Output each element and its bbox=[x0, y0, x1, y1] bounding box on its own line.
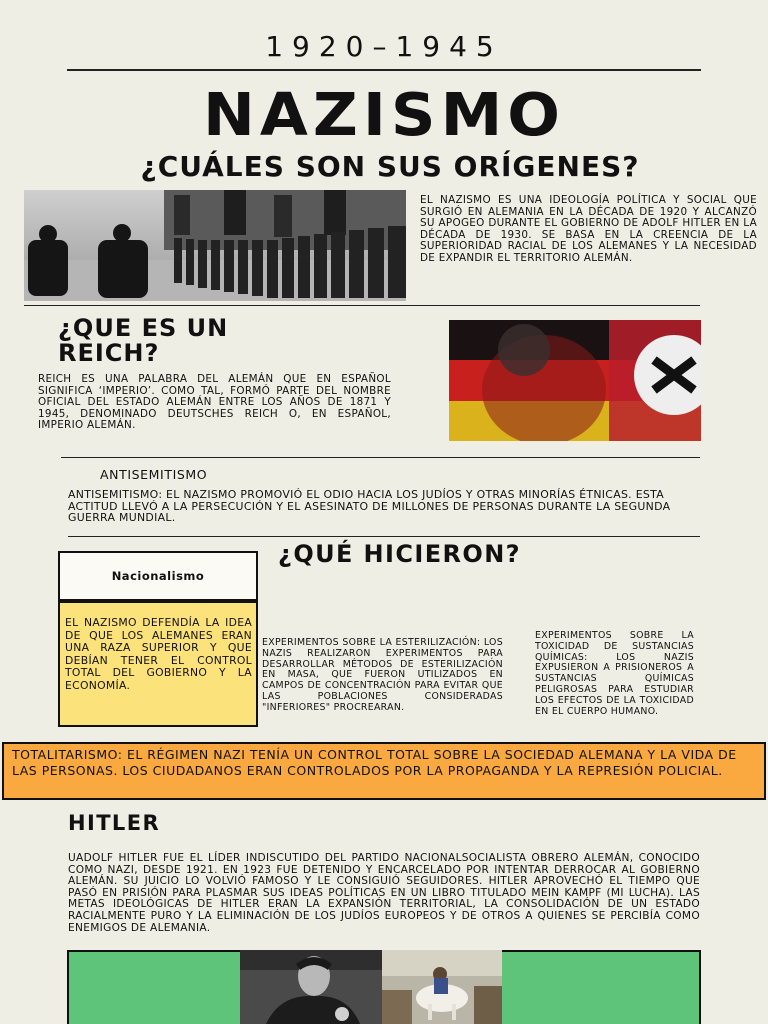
hicieron-col1-text: EXPERIMENTOS SOBRE LA ESTERILIZACIÓN: LOS NAZIS REALIZARON EXPERIMENTOS PARA DESARROLLAR MÉTODOS DE ESTERILIZACIÓN EN MASA, QUE FUERON UTILIZADOS EN CAMPOS DE CONCENTRACIÓN PARA EVITAR QUE LAS POBLACIONES CONSIDERADAS "INFERIORES" PROCREARAN. bbox=[262, 637, 503, 713]
origins-heading: ¿CUÁLES SON SUS ORÍGENES? bbox=[140, 150, 640, 183]
years-heading: 1920–1945 bbox=[265, 30, 503, 63]
divider bbox=[68, 536, 700, 537]
reich-text: REICH ES UNA PALABRA DEL ALEMÁN QUE EN ESPAÑOL SIGNIFICA ‘IMPERIO’. COMO TAL, FORMÓ PARTE DEL NOMBRE OFICIAL DEL ESTADO ALEMÁN ENTRE LOS AÑOS DE 1871 Y 1945, DENOMINADO DEUTSCHES REICH O, EN ESPAÑOL, IMPERIO ALEMÁN. bbox=[38, 373, 391, 432]
battle-painting bbox=[382, 950, 502, 1024]
antisemitismo-heading: ANTISEMITISMO bbox=[100, 467, 208, 482]
divider bbox=[67, 69, 701, 71]
totalitarismo-text: TOTALITARISMO: EL RÉGIMEN NAZI TENÍA UN CONTROL TOTAL SOBRE LA SOCIEDAD ALEMANA Y LA VIDA DE LAS PERSONAS. LOS CIUDADANOS ERAN CONTROLADOS POR LA PROPAGANDA Y LA REPRESIÓN POLICIAL. bbox=[12, 747, 737, 778]
hitler-heading: HITLER bbox=[68, 811, 161, 835]
flag-photo bbox=[449, 320, 701, 441]
nacionalismo-text: EL NAZISMO DEFENDÍA LA IDEA DE QUE LOS ALEMANES ERAN UNA RAZA SUPERIOR Y QUE DEBÍAN TENER EL CONTROL TOTAL DEL GOBIERNO Y LA ECONOMÍA. bbox=[65, 616, 252, 692]
divider bbox=[61, 457, 700, 458]
nacionalismo-heading: Nacionalismo bbox=[58, 551, 258, 601]
hicieron-heading: ¿QUÉ HICIERON? bbox=[278, 540, 522, 568]
hitler-portrait bbox=[240, 950, 382, 1024]
origins-text: EL NAZISMO ES UNA IDEOLOGÍA POLÍTICA Y SOCIAL QUE SURGIÓ EN ALEMANIA EN LA DÉCADA DE 1920 Y ALCANZÓ SU APOGEO DURANTE EL GOBIERNO DE ADOLF HITLER EN LA DÉCADA DE 1930. SE BASA EN LA CREENCIA DE LA SUPERIORIDAD RACIAL DE LOS ALEMANES Y LA NECESIDAD DE EXPANDIR EL TERRITORIO ALEMÁN. bbox=[420, 194, 757, 264]
hicieron-col2-text: EXPERIMENTOS SOBRE LA TOXICIDAD DE SUSTANCIAS QUÍMICAS: LOS NAZIS EXPUSIERON A PRISIONEROS A SUSTANCIAS QUÍMICAS PELIGROSAS PARA ESTUDIAR LOS EFECTOS DE LA TOXICIDAD EN EL CUERPO HUMANO. bbox=[535, 630, 694, 717]
reich-heading-line1: ¿QUE ES UN bbox=[58, 314, 229, 342]
parade-photo bbox=[24, 190, 406, 301]
divider bbox=[24, 305, 700, 306]
page-title: NAZISMO bbox=[203, 79, 565, 150]
nacionalismo-box bbox=[58, 601, 258, 727]
reich-heading bbox=[58, 316, 298, 366]
reich-heading-line2: REICH? bbox=[58, 339, 160, 367]
antisemitismo-text: ANTISEMITISMO: EL NAZISMO PROMOVIÓ EL ODIO HACIA LOS JUDÍOS Y OTRAS MINORÍAS ÉTNICAS. ESTA ACTITUD LLEVÓ A LA PERSECUCIÓN Y EL ASESINATO DE MILLONES DE PERSONAS DURANTE LA SEGUNDA GUERRA MUNDIAL. bbox=[68, 488, 671, 525]
hitler-text: UADOLF HITLER FUE EL LÍDER INDISCUTIDO DEL PARTIDO NACIONALSOCIALISTA OBRERO ALEMÁN, CONOCIDO COMO NAZI, DESDE 1921. EN 1923 FUE DETENIDO Y ENCARCELADO POR INTENTAR DERROCAR AL GOBIERNO ALEMÁN. SU JUICIO LO VOLVIÓ FAMOSO Y LE CONSIGUIÓ SEGUIDORES. HITLER APROVECHÓ EL TIEMPO QUE PASÓ EN PRISIÓN PARA PLASMAR SUS IDEAS POLÍTICAS EN UN LIBRO TITULADO MEIN KAMPF (MI LUCHA). LAS METAS IDEOLÓGICAS DE HITLER ERAN LA EXPANSIÓN TERRITORIAL, LA CONSOLIDACIÓN DE UN ESTADO RACIALMENTE PURO Y LA ELIMINACIÓN DE LOS JUDÍOS EUROPEOS Y DE OTROS A QUIENES SE PERCIBÍA COMO ENEMIGOS DE ALEMANIA. bbox=[68, 852, 700, 934]
totalitarismo-box bbox=[2, 742, 766, 800]
